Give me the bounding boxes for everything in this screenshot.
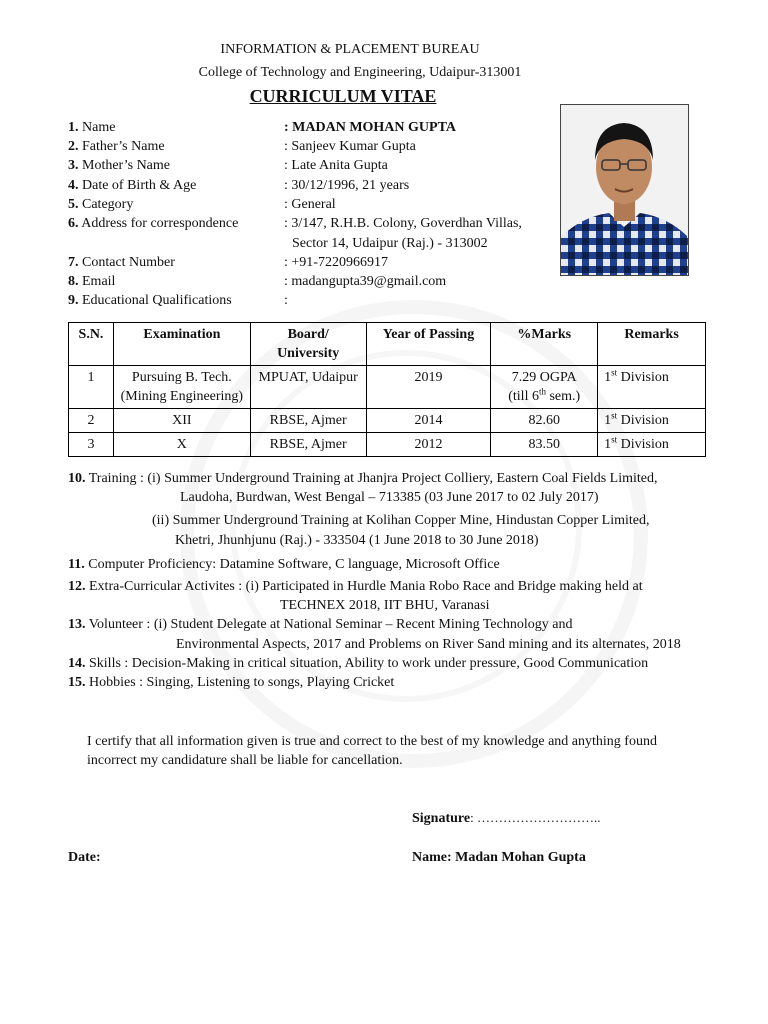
table-row: [69, 433, 706, 457]
item-training-line2: Laudoha, Burdwan, West Bengal – 713385 (03 June 2017 to 02 July 2017): [180, 490, 599, 505]
detail-category-value: : General: [284, 197, 336, 212]
item-hobbies: 15. Hobbies : Singing, Listening to songs, Playing Cricket: [68, 675, 395, 690]
item-training-line1: 10. Training : (i) Summer Underground Training at Jhanjra Project Colliery, Eastern Coal Fields Limited,: [68, 471, 658, 486]
signature-dots: : ………………………..: [470, 810, 601, 825]
college-heading: College of Technology and Engineering, Udaipur-313001: [198, 65, 522, 80]
detail-education-label: 9. Educational Qualifications: [68, 293, 232, 308]
table-row: [69, 366, 706, 409]
cell-board: MPUAT, Udaipur: [250, 366, 366, 409]
detail-address-value-line2: Sector 14, Udaipur (Raj.) - 313002: [292, 236, 488, 251]
page-title: CURRICULUM VITAE: [249, 86, 437, 106]
qualifications-table: [68, 322, 706, 457]
table-header-row: [69, 323, 706, 366]
detail-name-value: : MADAN MOHAN GUPTA: [284, 120, 456, 135]
item-training-line4: Khetri, Jhunhjunu (Raj.) - 333504 (1 June 2018 to 30 June 2018): [175, 533, 539, 548]
detail-email-value: : madangupta39@gmail.com: [284, 274, 447, 289]
cell-sn: 3: [69, 433, 114, 457]
cell-board: RBSE, Ajmer: [250, 433, 366, 457]
item-volunteer-line2: Environmental Aspects, 2017 and Problems on River Sand mining and its alternates, 2018: [176, 637, 681, 652]
marks-note-sup: th: [538, 386, 546, 397]
cell-marks: 82.60: [491, 409, 598, 433]
cell-marks: [491, 366, 598, 409]
marks-note: (till 6: [508, 389, 539, 404]
header-board: Board/ University: [250, 323, 366, 366]
cell-exam: Pursuing B. Tech. (Mining Engineering): [113, 366, 250, 409]
date-label: Date:: [68, 850, 101, 865]
signature-label: Signature: [412, 811, 471, 826]
header-marks: %Marks: [491, 323, 598, 366]
item-computer: 11. Computer Proficiency: Datamine Software, C language, Microsoft Office: [68, 557, 500, 572]
bureau-heading: INFORMATION & PLACEMENT BUREAU: [220, 42, 480, 57]
declaration-line2: incorrect my candidature shall be liable for cancellation.: [87, 753, 403, 768]
header-sn: S.N.: [69, 323, 114, 366]
detail-email-label: 8. Email: [68, 274, 116, 289]
cell-remarks: 1st Division: [598, 433, 706, 457]
declaration-line1: I certify that all information given is true and correct to the best of my knowledge and anything found: [87, 734, 657, 749]
header-remarks: Remarks: [598, 323, 706, 366]
item-skills: 14. Skills : Decision-Making in critical situation, Ability to work under pressure, Good Communication: [68, 656, 649, 671]
cell-year: 2012: [366, 433, 491, 457]
marks-value: 7.29 OGPA: [511, 370, 577, 385]
header-year: Year of Passing: [366, 323, 491, 366]
marks-note-end: sem.): [545, 389, 581, 404]
cell-remarks: 1st Division: [598, 366, 706, 409]
detail-contact-label: 7. Contact Number: [68, 255, 175, 270]
header-examination: Examination: [113, 323, 250, 366]
item-volunteer-line1: 13. Volunteer : (i) Student Delegate at National Seminar – Recent Mining Technology and: [68, 617, 573, 632]
detail-contact-value: : +91-7220966917: [284, 255, 388, 270]
cell-exam: X: [113, 433, 250, 457]
profile-photo: [560, 104, 689, 276]
detail-father-label: 2. Father’s Name: [68, 139, 165, 154]
item-training-line3: (ii) Summer Underground Training at Kolihan Copper Mine, Hindustan Copper Limited,: [152, 513, 650, 528]
item-extra-line1: 12. Extra-Curricular Activites : (i) Participated in Hurdle Mania Robo Race and Bridge making held at: [68, 579, 643, 594]
cell-sn: 1: [69, 366, 114, 409]
cell-board: RBSE, Ajmer: [250, 409, 366, 433]
signature-line: [412, 810, 600, 827]
item-extra-line2: TECHNEX 2018, IIT BHU, Varanasi: [280, 598, 490, 613]
cell-remarks: 1st Division: [598, 409, 706, 433]
detail-mother-label: 3. Mother’s Name: [68, 158, 170, 173]
cell-sn: 2: [69, 409, 114, 433]
cell-marks: 83.50: [491, 433, 598, 457]
detail-dob-value: : 30/12/1996, 21 years: [284, 178, 410, 193]
detail-education-value: :: [284, 293, 288, 308]
detail-father-value: : Sanjeev Kumar Gupta: [284, 139, 416, 154]
detail-address-value: : 3/147, R.H.B. Colony, Goverdhan Villas,: [284, 216, 522, 231]
detail-dob-label: 4. Date of Birth & Age: [68, 178, 197, 193]
table-row: [69, 409, 706, 433]
detail-name-label: 1. Name: [68, 120, 116, 135]
detail-mother-value: : Late Anita Gupta: [284, 158, 388, 173]
cell-year: 2019: [366, 366, 491, 409]
cell-exam: XII: [113, 409, 250, 433]
cell-year: 2014: [366, 409, 491, 433]
detail-address-label: 6. Address for correspondence: [68, 216, 239, 231]
candidate-name: Name: Madan Mohan Gupta: [412, 850, 586, 865]
detail-category-label: 5. Category: [68, 197, 134, 212]
